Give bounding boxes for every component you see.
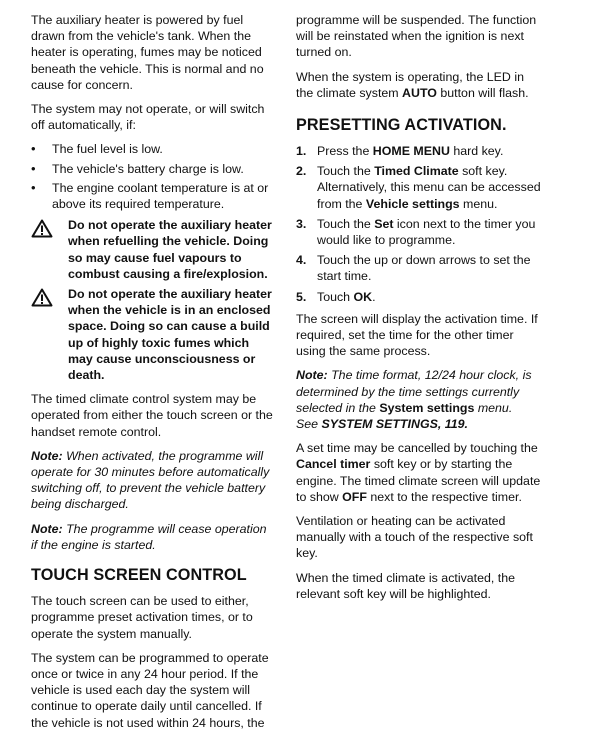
paragraph-heater-intro: The auxiliary heater is powered by fuel drawn from the vehicle's tank. When the heater is operating, fumes may be noticed beneath the vehicle. This is normal and no cause for concern. bbox=[31, 13, 264, 92]
cross-reference-link[interactable]: SYSTEM SETTINGS, 119. bbox=[321, 417, 468, 432]
bullet-icon: • bbox=[31, 141, 36, 157]
warning-enclosed-space: Do not operate the auxiliary heater when the vehicle is in an enclosed space. Doing so can cause a build up of highly toxic fumes which may cause unconsciousness or death. bbox=[31, 286, 273, 383]
list-item: 1. Press the HOME MENU hard key. bbox=[296, 144, 504, 159]
bullet-icon: • bbox=[31, 160, 36, 176]
note-time-format: Note: The time format, 12/24 hour clock, is determined by the time settings currently selected in the System settings menu. See SYSTEM SETTINGS, 119. bbox=[296, 368, 532, 432]
list-item: 2. Touch the Timed Climate soft key. Alternatively, this menu can be accessed from the Vehicle settings menu. bbox=[296, 164, 541, 211]
paragraph-touch-screen: The touch screen can be used to either, programme preset activation times, or to operate the system manually. bbox=[31, 594, 253, 641]
paragraph-cancel-timer: A set time may be cancelled by touching the Cancel timer soft key or by starting the engine. The timed climate screen will update to show OFF next to the respective timer. bbox=[296, 441, 541, 504]
section-heading-touch-screen: TOUCH SCREEN CONTROL bbox=[31, 566, 247, 585]
list-item: 4. Touch the up or down arrows to set the start time. bbox=[296, 253, 531, 284]
warning-triangle-icon bbox=[31, 286, 68, 383]
warning-refuelling: Do not operate the auxiliary heater when refuelling the vehicle. Doing so may cause fuel vapours to combust causing a fire/explosion. bbox=[31, 217, 273, 282]
section-heading-presetting: PRESETTING ACTIVATION. bbox=[296, 116, 507, 135]
list-item: • The vehicle's battery charge is low. bbox=[31, 160, 244, 176]
bullet-icon: • bbox=[31, 179, 36, 195]
list-item: 5. Touch OK. bbox=[296, 289, 376, 304]
paragraph-conditions: The system may not operate, or will switch off automatically, if: bbox=[31, 102, 265, 133]
note-engine-started: Note: The programme will cease operation if the engine is started. bbox=[31, 521, 267, 552]
paragraph-programming: The system can be programmed to operate once or twice in any 24 hour period. If the vehicle is used each day the system will continue to operate daily until cancelled. If the vehicle is not used within 24 hours, the bbox=[31, 650, 269, 730]
left-column bbox=[31, 12, 273, 739]
list-item: 3. Touch the Set icon next to the timer you would like to programme. bbox=[296, 216, 536, 248]
paragraph-led: When the system is operating, the LED in the climate system AUTO button will flash. bbox=[296, 69, 529, 100]
list-item: • The engine coolant temperature is at or above its required temperature. bbox=[31, 179, 269, 212]
list-item: • The fuel level is low. bbox=[31, 141, 163, 157]
paragraph-suspended: programme will be suspended. The function will be reinstated when the ignition is next turned on. bbox=[296, 13, 537, 60]
right-column bbox=[296, 12, 542, 610]
warning-triangle-icon bbox=[31, 217, 68, 282]
steps-list bbox=[296, 143, 542, 305]
note-30-minutes: Note: When activated, the programme will operate for 30 minutes before automatically switching off, to prevent the vehicle battery being discharged. bbox=[31, 448, 270, 512]
paragraph-ventilation: Ventilation or heating can be activated manually with a touch of the respective soft key. bbox=[296, 514, 533, 561]
paragraph-operation-modes: The timed climate control system may be operated from either the touch screen or the handset remote control. bbox=[31, 392, 273, 439]
paragraph-highlighted: When the timed climate is activated, the relevant soft key will be highlighted. bbox=[296, 570, 516, 601]
paragraph-activation-time: The screen will display the activation time. If required, set the time for the other timer using the same process. bbox=[296, 311, 538, 359]
